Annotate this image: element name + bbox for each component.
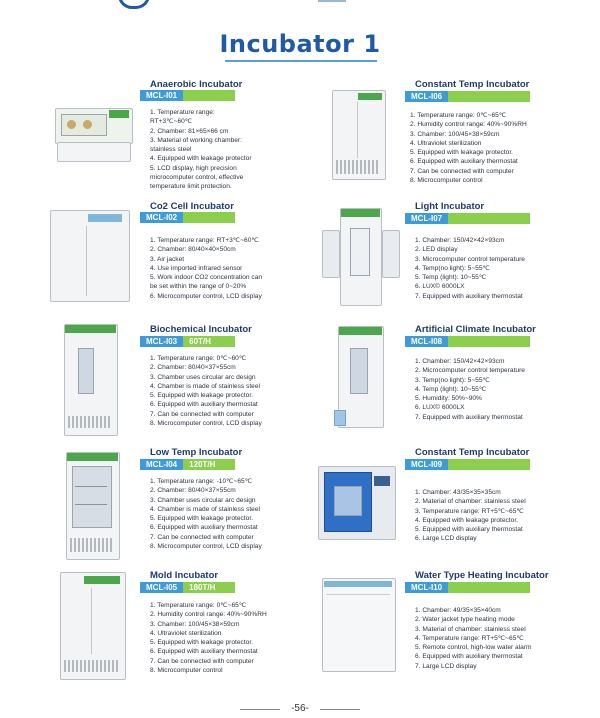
spec-item: 1. Chamber: 150/42×42×93cm xyxy=(415,237,505,244)
spec-item: 4. Equipped with leakage protector xyxy=(150,155,252,163)
spec-item: 4. Temperature range: RT+5℃~65℃ xyxy=(415,634,524,642)
spec-item: 4. Use imported infrared sensor xyxy=(150,264,243,272)
spec-list xyxy=(150,236,262,301)
spec-item: 6. LUX© 6000LX xyxy=(415,404,465,412)
spec-item: temperature limit protection. xyxy=(150,183,232,191)
spec-item: 6. Equipped with auxiliary thermostat xyxy=(150,401,258,409)
spec-item: stainless steel xyxy=(150,146,192,154)
model-code: MCL-I08 xyxy=(405,336,448,347)
spec-item: 5. Equipped with leakage protector. xyxy=(150,392,254,400)
spec-item: 5. LCD display, high precision xyxy=(150,164,237,172)
model-code: MCL-I09 xyxy=(405,459,448,470)
product-name: Biochemical Incubator xyxy=(150,324,252,335)
spec-item: 1. Temperature range: 0℃~60℃ xyxy=(150,355,247,362)
spec-item: 5. Equipped with leakage protector. xyxy=(150,515,254,523)
spec-item: 4. Chamber is made of stainless steel xyxy=(150,505,260,513)
spec-item: 2. Humidity control range: 40%~90%RH xyxy=(410,121,527,129)
biochemical-incubator-image xyxy=(64,324,118,436)
model-variant xyxy=(448,582,530,593)
spec-item: 2. Humidity control range: 40%~90%RH xyxy=(150,611,267,619)
spec-list xyxy=(415,357,525,422)
spec-list xyxy=(415,488,526,544)
spec-item: 4. Chamber is made of stainless steel xyxy=(150,382,260,390)
product-name: Constant Temp Incubator xyxy=(415,79,530,90)
spec-item: 7. Equipped with auxiliary thermostat xyxy=(415,413,523,421)
artificial-climate-incubator-image xyxy=(334,326,386,432)
spec-item: 6. Equipped with auxiliary thermostat xyxy=(410,158,518,166)
product-name: Water Type Heating Incubator xyxy=(415,570,549,581)
spec-item: 3. Material of chamber: stainless steel xyxy=(415,625,526,633)
spec-item: 5. Humidity: 50%~90% xyxy=(415,395,482,403)
spec-item: 2. Chamber: 80/40×37×55cm xyxy=(150,364,236,372)
spec-list xyxy=(150,601,267,675)
spec-item: 7. Equipped with auxiliary thermostat xyxy=(415,292,523,300)
model-label xyxy=(405,213,530,224)
model-code: MCL-I05 xyxy=(140,582,183,593)
spec-item: 6. Equipped with auxiliary thermostat xyxy=(150,524,258,532)
spec-item: 3. Material of working chamber: xyxy=(150,136,242,144)
spec-item: 8. Microcomputer control, LCD display xyxy=(150,420,262,428)
spec-item: 8. Microcomputer control xyxy=(410,177,483,185)
spec-item: 4. Ultraviolet sterilization xyxy=(410,139,482,147)
product-name: Anaerobic Incubator xyxy=(150,79,243,90)
spec-item: 8. Microcomputer control xyxy=(150,667,223,675)
spec-item: be set within the range of 0~20% xyxy=(150,283,247,291)
spec-item: 5. Equipped with leakage protector. xyxy=(150,639,254,647)
spec-item: 3. Microcomputer control temperature xyxy=(415,255,525,263)
spec-item: 7. Can be connected with computer xyxy=(410,167,514,175)
spec-item: 6. Equipped with auxiliary thermostat xyxy=(415,653,523,661)
spec-item: 5. Equipped with leakage protector. xyxy=(410,149,514,157)
model-label xyxy=(405,336,530,347)
spec-item: 2. Chamber: 81×65×66 cm xyxy=(150,127,229,135)
model-code: MCL-I03 xyxy=(140,336,183,347)
spec-item: 6. Microcomputer control, LCD display xyxy=(150,292,262,300)
product-name: Constant Temp Incubator xyxy=(415,447,530,458)
model-code: MCL-I02 xyxy=(140,212,183,223)
model-label xyxy=(140,459,235,470)
page-title: Incubator 1 xyxy=(219,30,381,58)
spec-item: 1. Temperature range: xyxy=(150,109,215,116)
spec-item: 4. Temp(no light): 5~55℃ xyxy=(415,264,490,272)
spec-list xyxy=(150,108,252,192)
model-variant xyxy=(448,213,530,224)
spec-item: 2. Chamber: 80/40×40×50cm xyxy=(150,246,236,254)
light-incubator-image xyxy=(322,208,404,308)
spec-item: 2. Material of chamber: stainless steel xyxy=(415,498,526,506)
low-temp-incubator-image xyxy=(66,452,120,560)
constant-temp-incubator-image xyxy=(332,90,388,182)
model-variant xyxy=(448,459,530,470)
model-code: MCL-I01 xyxy=(140,90,183,101)
mold-incubator-image xyxy=(60,572,126,680)
constant-temp-incubator-small-image xyxy=(318,466,398,542)
spec-item: 5. Work indoor CO2 concentration can xyxy=(150,274,263,282)
product-name: Co2 Cell Incubator xyxy=(150,201,234,212)
model-code: MCL-I07 xyxy=(405,213,448,224)
spec-item: 7. Can be connected with computer xyxy=(150,410,254,418)
model-variant: 60T/H xyxy=(183,336,235,347)
model-code: MCL-I06 xyxy=(405,91,448,102)
spec-item: 2. LED display xyxy=(415,246,458,254)
spec-item: 6. Equipped with auxiliary thermostat xyxy=(150,648,258,656)
spec-item: 6. LUX© 6000LX xyxy=(415,283,465,291)
product-name: Light Incubator xyxy=(415,201,485,212)
model-variant xyxy=(183,212,235,223)
model-label xyxy=(140,90,235,101)
model-label xyxy=(140,212,235,223)
spec-item: 3. Chamber: 100/45×38×59cm xyxy=(150,620,240,628)
spec-item: 3. Chamber uses circular arc design xyxy=(150,373,256,381)
brand-logo-icon xyxy=(118,0,150,9)
header-divider xyxy=(318,0,346,2)
model-label xyxy=(140,336,235,347)
spec-item: 7. Can be connected with computer xyxy=(150,533,254,541)
page-number: -56- xyxy=(291,703,309,714)
spec-item: 3. Temp(no light): 5~55℃ xyxy=(415,376,490,384)
spec-item: 2. Water jacket type heating mode xyxy=(415,616,515,624)
spec-item: 6. Large LCD display xyxy=(415,535,477,543)
spec-item: 5. Equipped with auxiliary thermostat xyxy=(415,526,523,534)
spec-item: 3. Chamber: 100/45×38×59cm xyxy=(410,130,500,138)
model-label xyxy=(140,582,235,593)
spec-item: 5. Temp (light): 10~55℃ xyxy=(415,274,487,282)
anaerobic-incubator-image xyxy=(55,100,133,162)
co2-incubator-image xyxy=(50,208,130,304)
spec-item: 5. Remote control, high-low water alarm xyxy=(415,644,532,652)
spec-list xyxy=(415,606,532,671)
product-name: Artificial Climate Incubator xyxy=(415,324,536,335)
model-variant xyxy=(448,91,530,102)
product-name: Mold Incubator xyxy=(150,570,219,581)
spec-item: 1. Temperature range: 0℃~65℃ xyxy=(410,112,507,119)
spec-item: 3. Temperature range: RT+5℃~65℃ xyxy=(415,507,524,515)
spec-item: 7. Can be connected with computer xyxy=(150,657,254,665)
water-type-incubator-image xyxy=(322,578,398,674)
title-underline xyxy=(225,60,377,62)
spec-item: 8. Microcomputer control, LCD display xyxy=(150,543,262,551)
model-code: MCL-I10 xyxy=(405,582,448,593)
spec-item: 4. Temp (light): 10~55℃ xyxy=(415,385,487,393)
spec-item: 1. Chamber: 43/35×35×35cm xyxy=(415,489,501,496)
model-label xyxy=(405,582,530,593)
model-variant xyxy=(448,336,530,347)
model-variant: 180T/H xyxy=(183,582,235,593)
spec-item: 2. Chamber: 80/40×37×55cm xyxy=(150,487,236,495)
spec-item: RT+3℃~60℃ xyxy=(150,118,193,126)
footer-rule-right xyxy=(320,709,360,710)
spec-item: 1. Temperature range: RT+3℃~60℃ xyxy=(150,237,259,244)
product-name: Low Temp Incubator xyxy=(150,447,243,458)
spec-item: microcomputer control, effective xyxy=(150,174,244,182)
spec-item: 4. Equipped with leakage protector. xyxy=(415,516,519,524)
spec-list xyxy=(150,354,262,428)
spec-item: 3. Air jacket xyxy=(150,255,185,263)
model-label xyxy=(405,459,530,470)
spec-list xyxy=(150,477,262,551)
spec-list xyxy=(415,236,525,301)
spec-item: 1. Chamber: 49/35×35×40cm xyxy=(415,607,501,614)
model-variant xyxy=(183,90,235,101)
spec-list xyxy=(410,111,527,185)
model-variant: 120T/H xyxy=(183,459,235,470)
model-label xyxy=(405,91,530,102)
spec-item: 7. Large LCD display xyxy=(415,662,477,670)
spec-item: 2. Microcomputer control temperature xyxy=(415,367,525,375)
spec-item: 1. Chamber: 150/42×42×93cm xyxy=(415,358,505,365)
model-code: MCL-I04 xyxy=(140,459,183,470)
spec-item: 1. Temperature range: 0℃~65℃ xyxy=(150,602,247,609)
spec-item: 4. Ultraviolet sterilization xyxy=(150,629,222,637)
spec-item: 3. Chamber uses circular arc design xyxy=(150,496,256,504)
spec-item: 1. Temperature range: -10℃~65℃ xyxy=(150,478,253,485)
